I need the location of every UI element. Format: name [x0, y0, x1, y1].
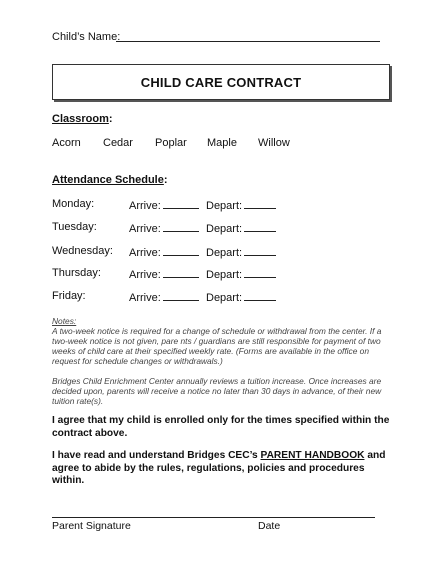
- arrive-label: Arrive:: [129, 269, 161, 281]
- depart-tuesday-field[interactable]: [244, 221, 276, 232]
- notes-paragraph-tuition: Bridges Child Enrichment Center annually reviews a tuition increase. Once increases are decided upon, parents will receive a notice no later than 30 days in advance, of their new tuition rate(s).: [52, 376, 382, 406]
- childs-name-label: Child’s Name:: [52, 31, 121, 43]
- depart-wednesday-field[interactable]: [244, 245, 276, 256]
- depart-monday: [206, 198, 276, 212]
- depart-wednesday: [206, 245, 276, 259]
- attendance-heading-text: Attendance Schedule: [52, 174, 164, 186]
- depart-thursday-field[interactable]: [244, 267, 276, 278]
- arrive-monday: [129, 198, 199, 212]
- depart-thursday: [206, 267, 276, 281]
- arrive-friday-field[interactable]: [163, 290, 199, 301]
- depart-label: Depart:: [206, 269, 243, 281]
- arrive-wednesday-field[interactable]: [163, 245, 199, 256]
- notes-heading: Notes:: [52, 316, 77, 326]
- day-label-friday: Friday:: [52, 290, 86, 302]
- day-label-monday: Monday:: [52, 198, 95, 210]
- arrive-monday-field[interactable]: [163, 198, 199, 209]
- attendance-heading-colon: :: [163, 174, 168, 186]
- day-label-thursday: Thursday:: [52, 267, 101, 279]
- classroom-heading: [52, 113, 113, 125]
- depart-friday: [206, 290, 276, 304]
- depart-friday-field[interactable]: [244, 290, 276, 301]
- depart-monday-field[interactable]: [244, 198, 276, 209]
- depart-label: Depart:: [206, 200, 243, 212]
- agreement-enrollment-times: I agree that my child is enrolled only for the times specified within the contract above.: [52, 415, 390, 439]
- classroom-option-willow[interactable]: Willow: [258, 137, 290, 149]
- arrive-label: Arrive:: [129, 292, 161, 304]
- parent-signature-label: Parent Signature: [52, 520, 131, 532]
- depart-label: Depart:: [206, 292, 243, 304]
- depart-label: Depart:: [206, 247, 243, 259]
- date-label: Date: [258, 520, 281, 532]
- depart-tuesday: [206, 221, 276, 235]
- agreement-handbook-text-start: I have read and understand Bridges CEC’s: [52, 450, 261, 461]
- arrive-tuesday: [129, 221, 199, 235]
- signature-line[interactable]: [52, 517, 375, 518]
- day-label-tuesday: Tuesday:: [52, 221, 97, 233]
- childs-name-field[interactable]: [116, 41, 380, 42]
- classroom-option-cedar[interactable]: Cedar: [103, 137, 133, 149]
- parent-handbook-link[interactable]: PARENT HANDBOOK: [260, 450, 365, 461]
- form-title: CHILD CARE CONTRACT: [52, 64, 390, 100]
- attendance-heading: [52, 174, 168, 186]
- arrive-friday: [129, 290, 199, 304]
- classroom-option-maple[interactable]: Maple: [207, 137, 237, 149]
- day-label-wednesday: Wednesday:: [52, 245, 113, 257]
- classroom-heading-text: Classroom: [52, 113, 109, 125]
- arrive-tuesday-field[interactable]: [163, 221, 199, 232]
- arrive-thursday-field[interactable]: [163, 267, 199, 278]
- arrive-thursday: [129, 267, 199, 281]
- agreement-handbook: [52, 450, 392, 488]
- classroom-option-poplar[interactable]: Poplar: [155, 137, 187, 149]
- arrive-label: Arrive:: [129, 247, 161, 259]
- classroom-heading-colon: :: [108, 113, 113, 125]
- arrive-label: Arrive:: [129, 200, 161, 212]
- agreement-handbook-text-end: and agree to abide by the rules, regulations, policies and procedures within.: [52, 450, 386, 486]
- classroom-option-acorn[interactable]: Acorn: [52, 137, 81, 149]
- notes-section: [52, 316, 392, 406]
- arrive-label: Arrive:: [129, 223, 161, 235]
- arrive-wednesday: [129, 245, 199, 259]
- notes-paragraph-withdrawal: A two-week notice is required for a change of schedule or withdrawal from the center. If a two-week notice is not given, pare nts / guardians are still responsible for payment of two weeks of child care at their specified weekly rate. (Forms are available in the office on request for schedule changes or withdrawals.): [52, 326, 382, 366]
- depart-label: Depart:: [206, 223, 243, 235]
